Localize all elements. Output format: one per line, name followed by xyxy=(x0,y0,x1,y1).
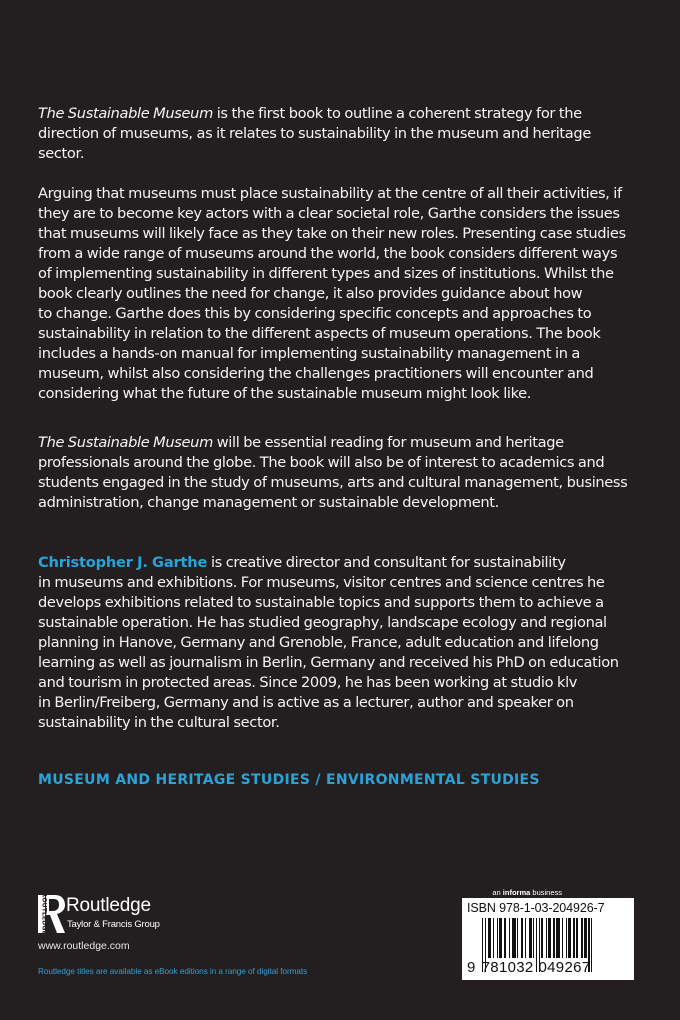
text-line: planning in Hanove, Germany and Grenoble, France, adult education and lifelong xyxy=(38,634,599,651)
text-line: develops exhibitions related to sustainable topics and supports them to achieve a xyxy=(38,594,604,611)
isbn-label: ISBN 978-1-03-204926-7 xyxy=(467,901,605,915)
text-line: learning as well as journalism in Berlin, Germany and received his PhD on education xyxy=(38,654,619,671)
informa-brand: informa xyxy=(502,888,531,897)
logo-vertical-text: ROUTLEDGE xyxy=(40,892,48,935)
description-paragraph-3 xyxy=(38,433,648,513)
author-name: Christopher J. Garthe xyxy=(38,554,208,571)
text-line: they are to become key actors with a clear societal role, Garthe considers the issues xyxy=(38,205,620,222)
informa-business-line: an informa business xyxy=(492,888,562,897)
ebook-note: Routledge titles are available as eBook editions in a range of digital formats xyxy=(38,967,308,976)
publisher-group: Taylor & Francis Group xyxy=(67,919,160,930)
text-line: Arguing that museums must place sustainability at the centre of all their activities, if xyxy=(38,185,622,202)
text-line: in Berlin/Freiberg, Germany and is active as a lecturer, author and speaker on xyxy=(38,694,574,711)
book-title-italic: The Sustainable Museum xyxy=(38,105,213,122)
author-bio xyxy=(38,553,648,733)
text-line: administration, change management or sustainable development. xyxy=(38,494,499,511)
text-line: that museums will likely face as they take on their new roles. Presenting case studies xyxy=(38,225,626,242)
text-line: sector. xyxy=(38,145,85,162)
description-paragraph-2 xyxy=(38,184,648,404)
publisher-url[interactable]: www.routledge.com xyxy=(38,940,130,952)
text-line: sustainability in the cultural sector. xyxy=(38,714,280,731)
subject-categories: MUSEUM AND HERITAGE STUDIES / ENVIRONMENTAL STUDIES xyxy=(38,772,540,788)
text-line: book clearly outlines the need for change, it also provides guidance about how xyxy=(38,285,583,302)
text-line: in museums and exhibitions. For museums, visitor centres and science centres he xyxy=(38,574,605,591)
text-line: from a wide range of museums around the world, the book considers different ways xyxy=(38,245,618,262)
text-line: The Sustainable Museum is the first book to outline a coherent strategy for the xyxy=(38,105,582,122)
text-line: to change. Garthe does this by considering specific concepts and approaches to xyxy=(38,305,592,322)
barcode-digits: 9 781032 049267 xyxy=(467,959,591,976)
isbn-barcode xyxy=(462,898,634,980)
description-paragraph-1 xyxy=(38,104,648,164)
text-line: direction of museums, as it relates to sustainability in the museum and heritage xyxy=(38,125,591,142)
text-line: The Sustainable Museum will be essential reading for museum and heritage xyxy=(38,434,564,451)
text-line: museum, whilst also considering the challenges practitioners will encounter and xyxy=(38,365,594,382)
text-line: of implementing sustainability in different types and sizes of institutions. Whilst the xyxy=(38,265,614,282)
text-line: Christopher J. Garthe is creative director and consultant for sustainability xyxy=(38,554,566,571)
text-line: considering what the future of the sustainable museum might look like. xyxy=(38,385,532,402)
text-line: sustainable operation. He has studied geography, landscape ecology and regional xyxy=(38,614,607,631)
book-title-italic: The Sustainable Museum xyxy=(38,434,213,451)
text-line: and tourism in protected areas. Since 2009, he has been working at studio klv xyxy=(38,674,578,691)
text-line: students engaged in the study of museums, arts and cultural management, business xyxy=(38,474,628,491)
text-line: sustainability in relation to the different aspects of museum operations. The book xyxy=(38,325,601,342)
publisher-name: Routledge xyxy=(66,895,151,916)
text-line: professionals around the globe. The book will also be of interest to academics and xyxy=(38,454,605,471)
text-line: includes a hands-on manual for implementing sustainability management in a xyxy=(38,345,580,362)
